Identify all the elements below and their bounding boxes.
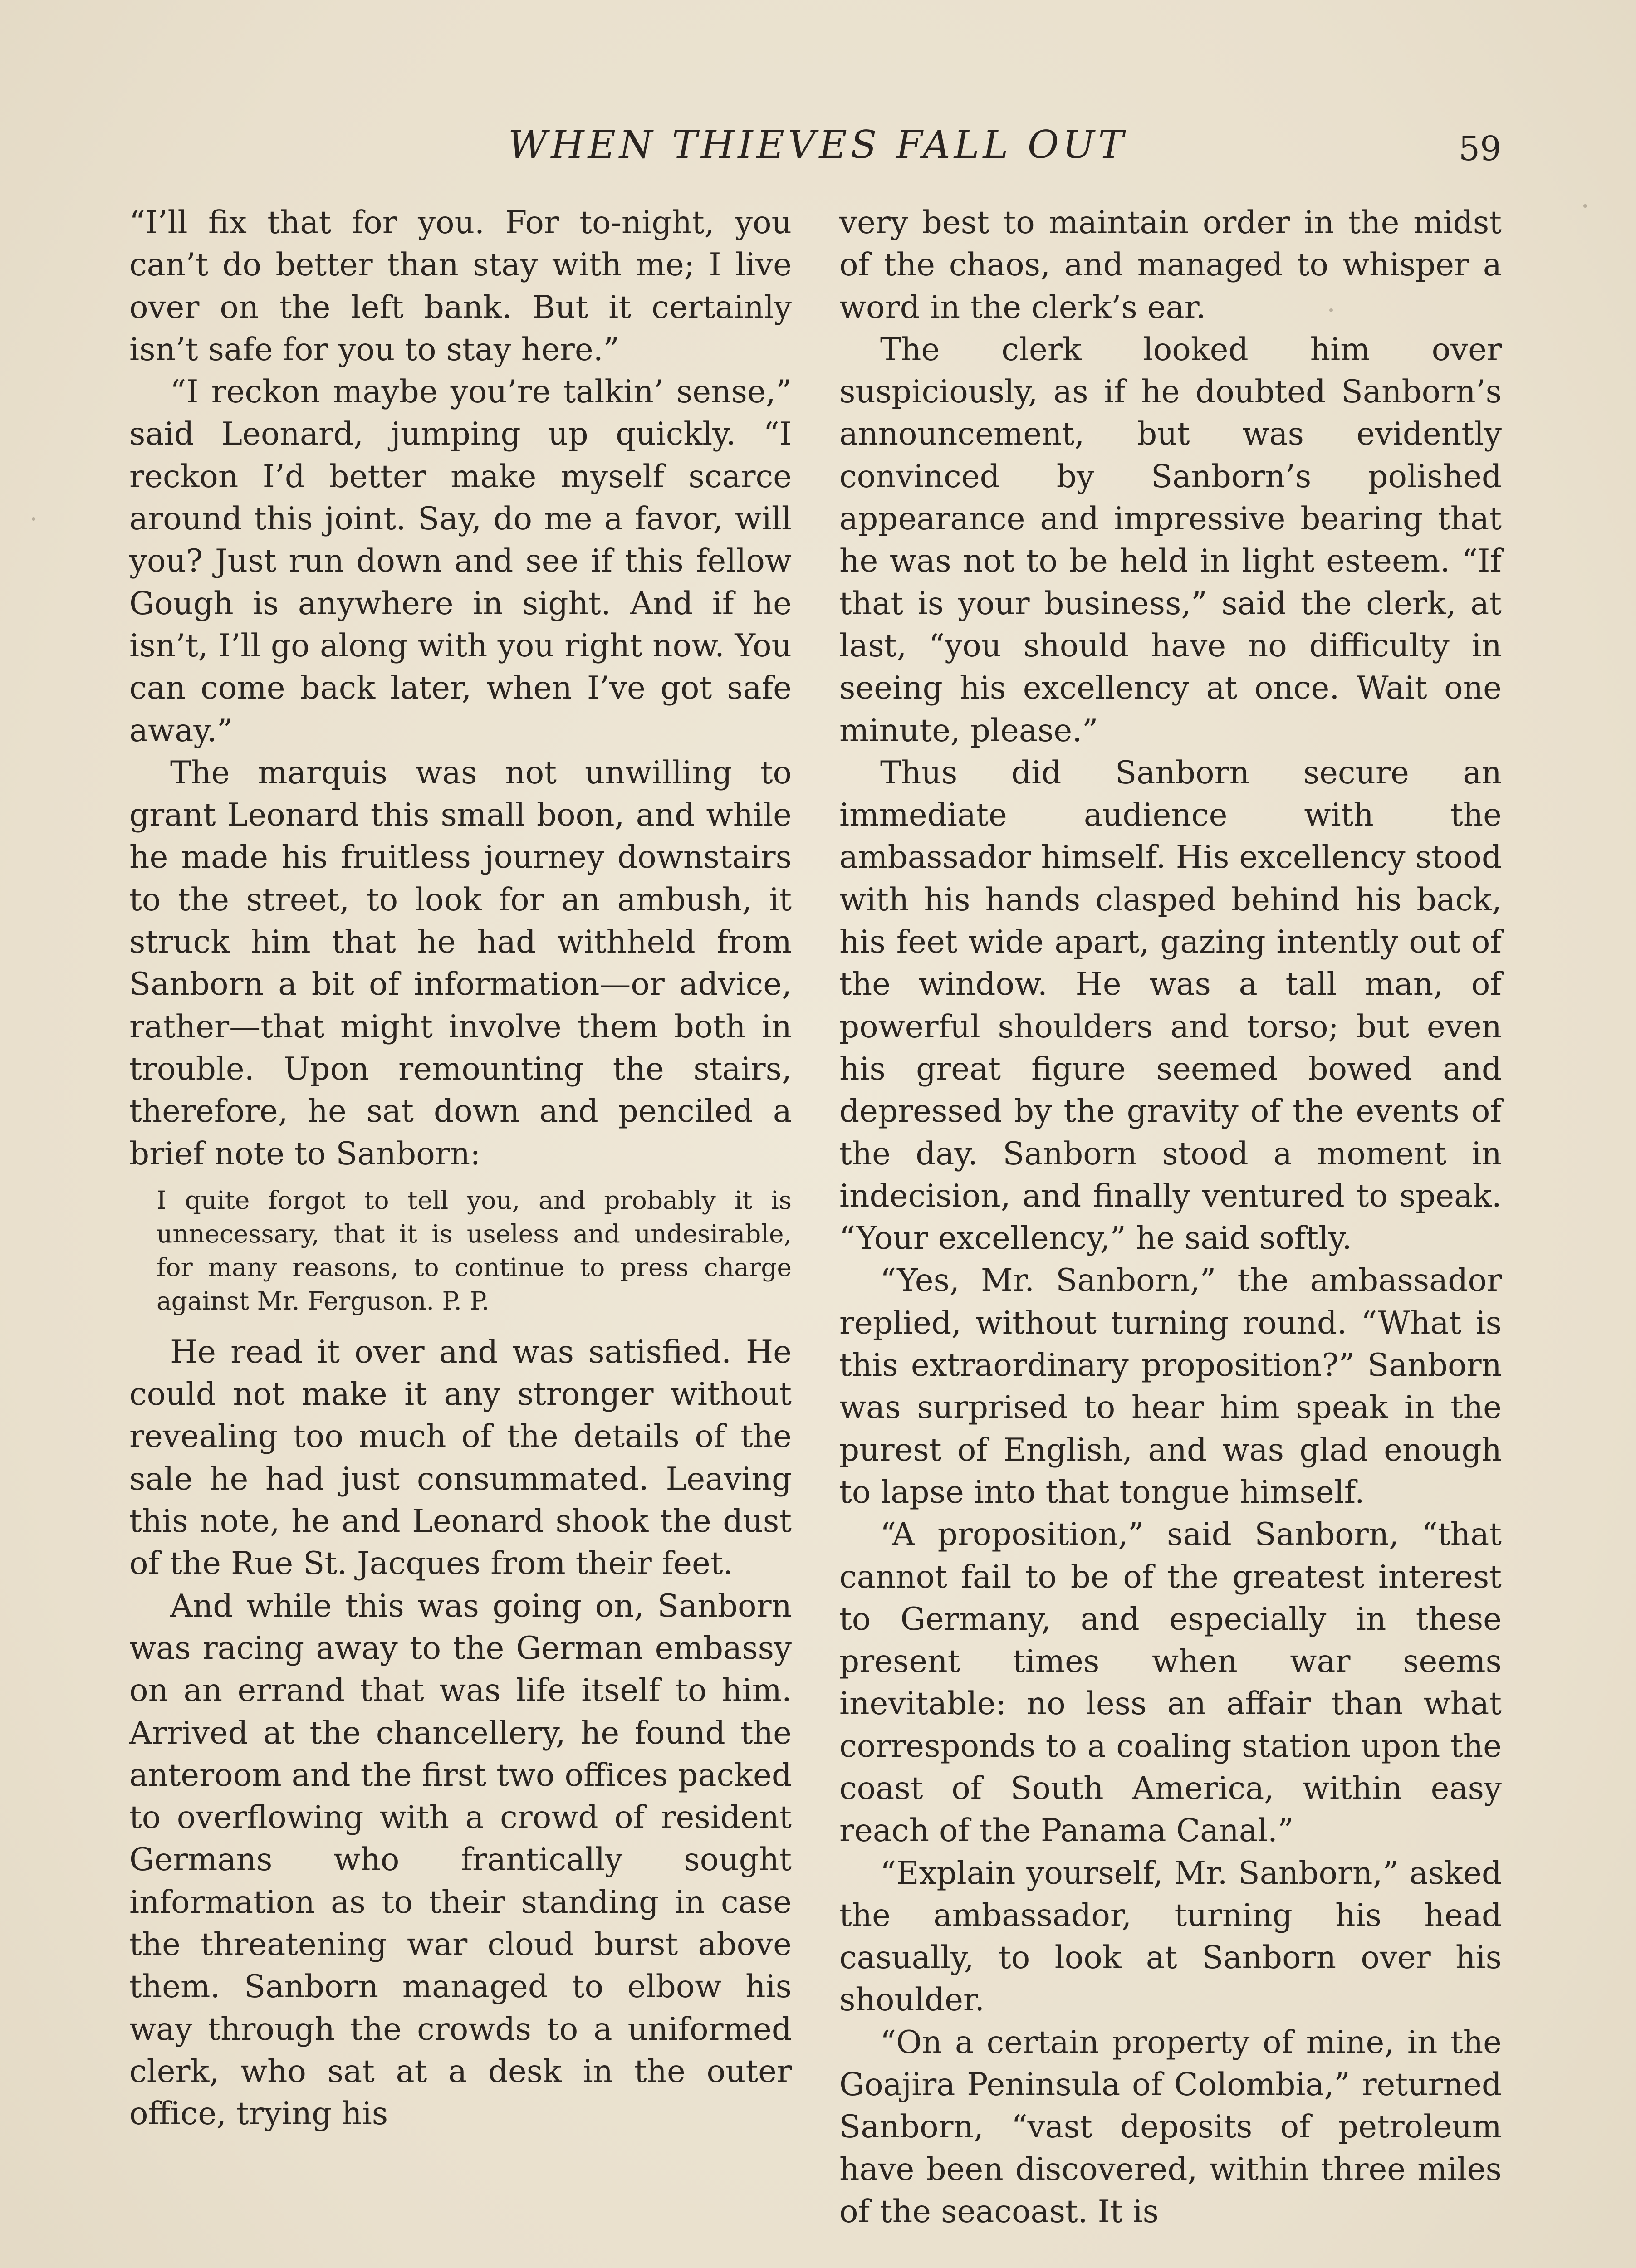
left-paragraph-2: “I reckon maybe you’re talkin’ sense,” said Leonard, jumping up quickly. “I reckon I’d better make myself scarce around this joint. Say, do me a favor, will you? Just run down and see if this fellow Gough is anywhere in sight. And if he isn’t, I’ll go along with you right now. You can come back later, when I’ve got safe away.” <box>129 374 792 749</box>
paper-speck <box>1583 204 1587 208</box>
paper-speck <box>1329 308 1333 312</box>
left-paragraph-4: He read it over and was satisfied. He could not make it any stronger without revealing too much of the details of the sale he had just consummated. Leaving this note, he and Leonard shook the dust of the Rue St. Jacques from their feet. <box>129 1334 792 1582</box>
right-paragraph-5: “A proposition,” said Sanborn, “that cannot fail to be of the greatest interest to Germany, and especially in these present times when war seems inevitable: no less an affair than what corresponds to a coaling station upon the coast of South America, within easy reach of the Panama Canal.” <box>839 1516 1502 1849</box>
paper-speck <box>32 517 35 521</box>
left-column <box>129 202 792 2135</box>
penciled-note: I quite forgot to tell you, and probably it is unnecessary, that it is useless and undesirable, for many reasons, to continue to press charge against Mr. Ferguson. P. P. <box>157 1185 792 1315</box>
left-paragraph-3: The marquis was not unwilling to grant Leonard this small boon, and while he made his fruitless journey downstairs to the street, to look for an ambush, it struck him that he had withheld from Sanborn a bit of information—or advice, rather—that might involve them both in trouble. Upon remounting the stairs, therefore, he sat down and penciled a brief note to Sanborn: <box>129 754 792 1172</box>
right-paragraph-6: “Explain yourself, Mr. Sanborn,” asked the ambassador, turning his head casually, to look at Sanborn over his shoulder. <box>839 1855 1502 2019</box>
right-paragraph-3: Thus did Sanborn secure an immediate audience with the ambassador himself. His excellency stood with his hands clasped behind his back, his feet wide apart, gazing intently out of the window. He was a tall man, of powerful shoulders and torso; but even his great figure seemed bowed and depressed by the gravity of the events of the day. Sanborn stood a moment in indecision, and finally ventured to speak. “Your excellency,” he said softly. <box>839 754 1502 1257</box>
right-paragraph-1: very best to maintain order in the midst of the chaos, and managed to whisper a word in the clerk’s ear. <box>839 205 1502 326</box>
right-column <box>839 202 1502 2233</box>
left-paragraph-1: “I’ll fix that for you. For to-night, you can’t do better than stay with me; I live over on the left bank. But it certainly isn’t safe for you to stay here.” <box>129 205 792 368</box>
right-paragraph-2: The clerk looked him over suspiciously, as if he doubted Sanborn’s announcement, but was evidently convinced by Sanborn’s polished appearance and impressive bearing that he was not to be held in light esteem. “If that is your business,” said the clerk, at last, “you should have no difficulty in seeing his excellency at once. Wait one minute, please.” <box>839 331 1502 749</box>
running-title: WHEN THIEVES FALL OUT <box>508 122 1127 167</box>
page-number: 59 <box>1459 129 1502 168</box>
right-paragraph-7: “On a certain property of mine, in the Goajira Peninsula of Colombia,” returned Sanborn, “vast deposits of petroleum have been discovered, within three miles of the seacoast. It is <box>839 2024 1502 2230</box>
right-paragraph-4: “Yes, Mr. Sanborn,” the ambassador replied, without turning round. “What is this extraordinary proposition?” Sanborn was surprised to hear him speak in the purest of English, and was glad enough to lapse into that tongue himself. <box>839 1262 1502 1510</box>
left-paragraph-5: And while this was going on, Sanborn was racing away to the German embassy on an errand that was life itself to him. Arrived at the chancellery, he found the anteroom and the first two offices packed to overflowing with a crowd of resident Germans who frantically sought information as to their standing in case the threatening war cloud burst above them. Sanborn managed to elbow his way through the crowds to a uniformed clerk, who sat at a desk in the outer office, trying his <box>129 1588 792 2132</box>
